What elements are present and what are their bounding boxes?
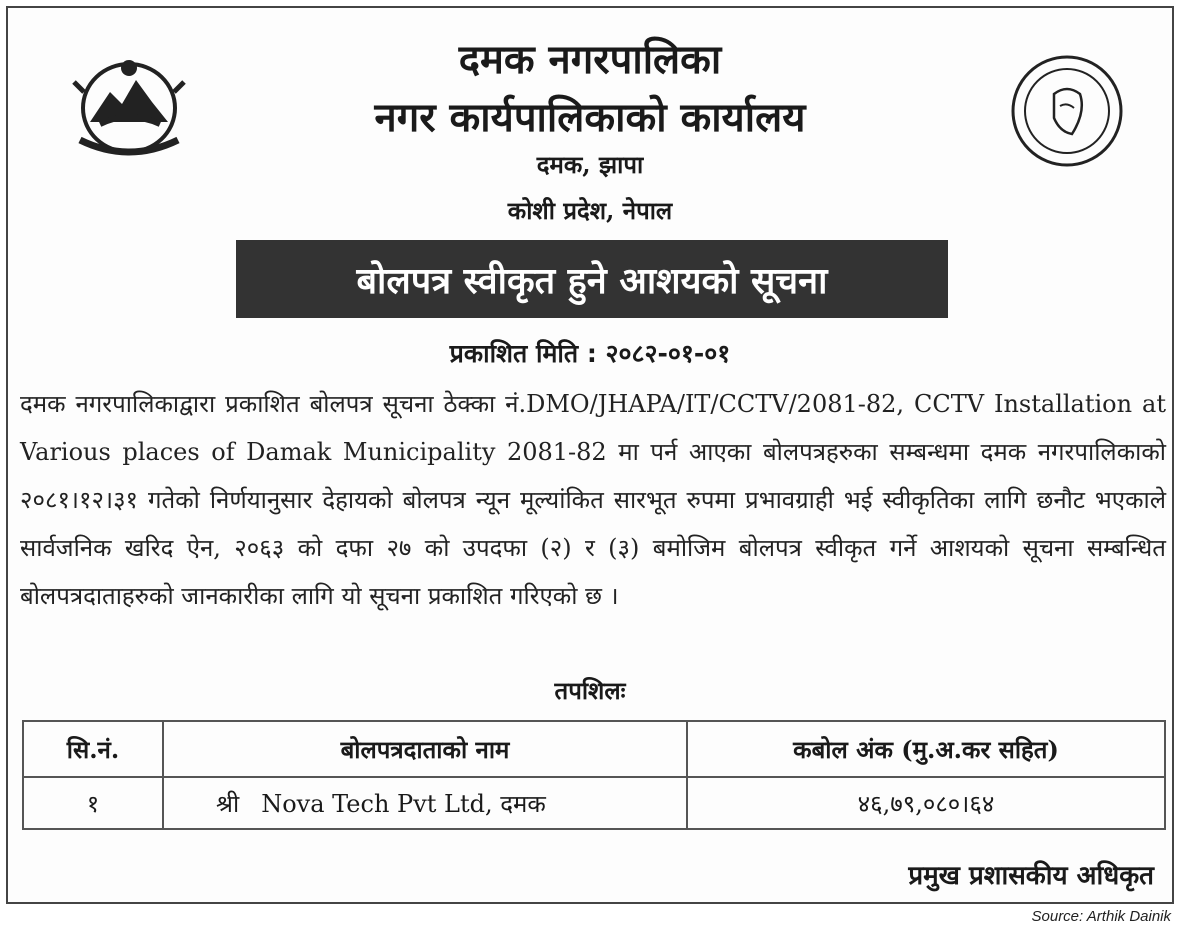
cell-serial: १ bbox=[23, 777, 163, 829]
table-row bbox=[23, 777, 1165, 829]
address-province: कोशी प्रदेश, नेपाल bbox=[507, 196, 673, 225]
cell-amount: ४६,७९,०८०।६४ bbox=[687, 777, 1165, 829]
header-bidder: बोलपत्रदाताको नाम bbox=[163, 721, 687, 777]
table-header-row bbox=[23, 721, 1165, 777]
notice-title: बोलपत्र स्वीकृत हुने आशयको सूचना bbox=[356, 260, 828, 302]
published-date: प्रकाशित मिति : २०८२-०१-०१ bbox=[449, 339, 731, 368]
cell-bidder-prefix: श्री bbox=[216, 789, 240, 818]
source-credit: Source: Arthik Dainik bbox=[1031, 908, 1171, 925]
header-amount: कबोल अंक (मु.अ.कर सहित) bbox=[687, 721, 1165, 777]
notice-body: दमक नगरपालिकाद्वारा प्रकाशित बोलपत्र सूचना ठेक्का नं.DMO/JHAPA/IT/CCTV/2081-82, CCTV Installation at Various places of Damak Municipality 2081-82 मा पर्न आएका बोलपत्रहरुका सम्बन्धमा दमक नगरपालिकाको २०८१।१२।३१ गतेको निर्णयानुसार देहायको बोलपत्र न्यून मूल्यांकित सारभूत रुपमा प्रभावग्राही भई स्वीकृतिका लागि छनौट भएकाले सार्वजनिक खरिद ऐन, २०६३ को दफा २७ को उपदफा (२) र (३) बमोजिम बोलपत्र स्वीकृत गर्ने आशयको सूचना सम्बन्धित बोलपत्रदाताहरुको जानकारीका लागि यो सूचना प्रकाशित गरिएको छ । bbox=[20, 390, 1166, 610]
cell-bidder-name: Nova Tech Pvt Ltd, दमक bbox=[261, 789, 546, 818]
schedule-label: तपशिलः bbox=[554, 676, 626, 705]
office-name: नगर कार्यपालिकाको कार्यालय bbox=[374, 94, 806, 141]
notice-title-banner bbox=[236, 240, 948, 318]
bid-table bbox=[22, 720, 1166, 830]
cell-bidder bbox=[163, 777, 687, 829]
header-serial: सि.नं. bbox=[23, 721, 163, 777]
tender-notice bbox=[6, 6, 1174, 904]
signatory: प्रमुख प्रशासकीय अधिकृत bbox=[908, 861, 1154, 891]
org-name: दमक नगरपालिका bbox=[458, 36, 722, 83]
address-city: दमक, झापा bbox=[536, 150, 644, 179]
